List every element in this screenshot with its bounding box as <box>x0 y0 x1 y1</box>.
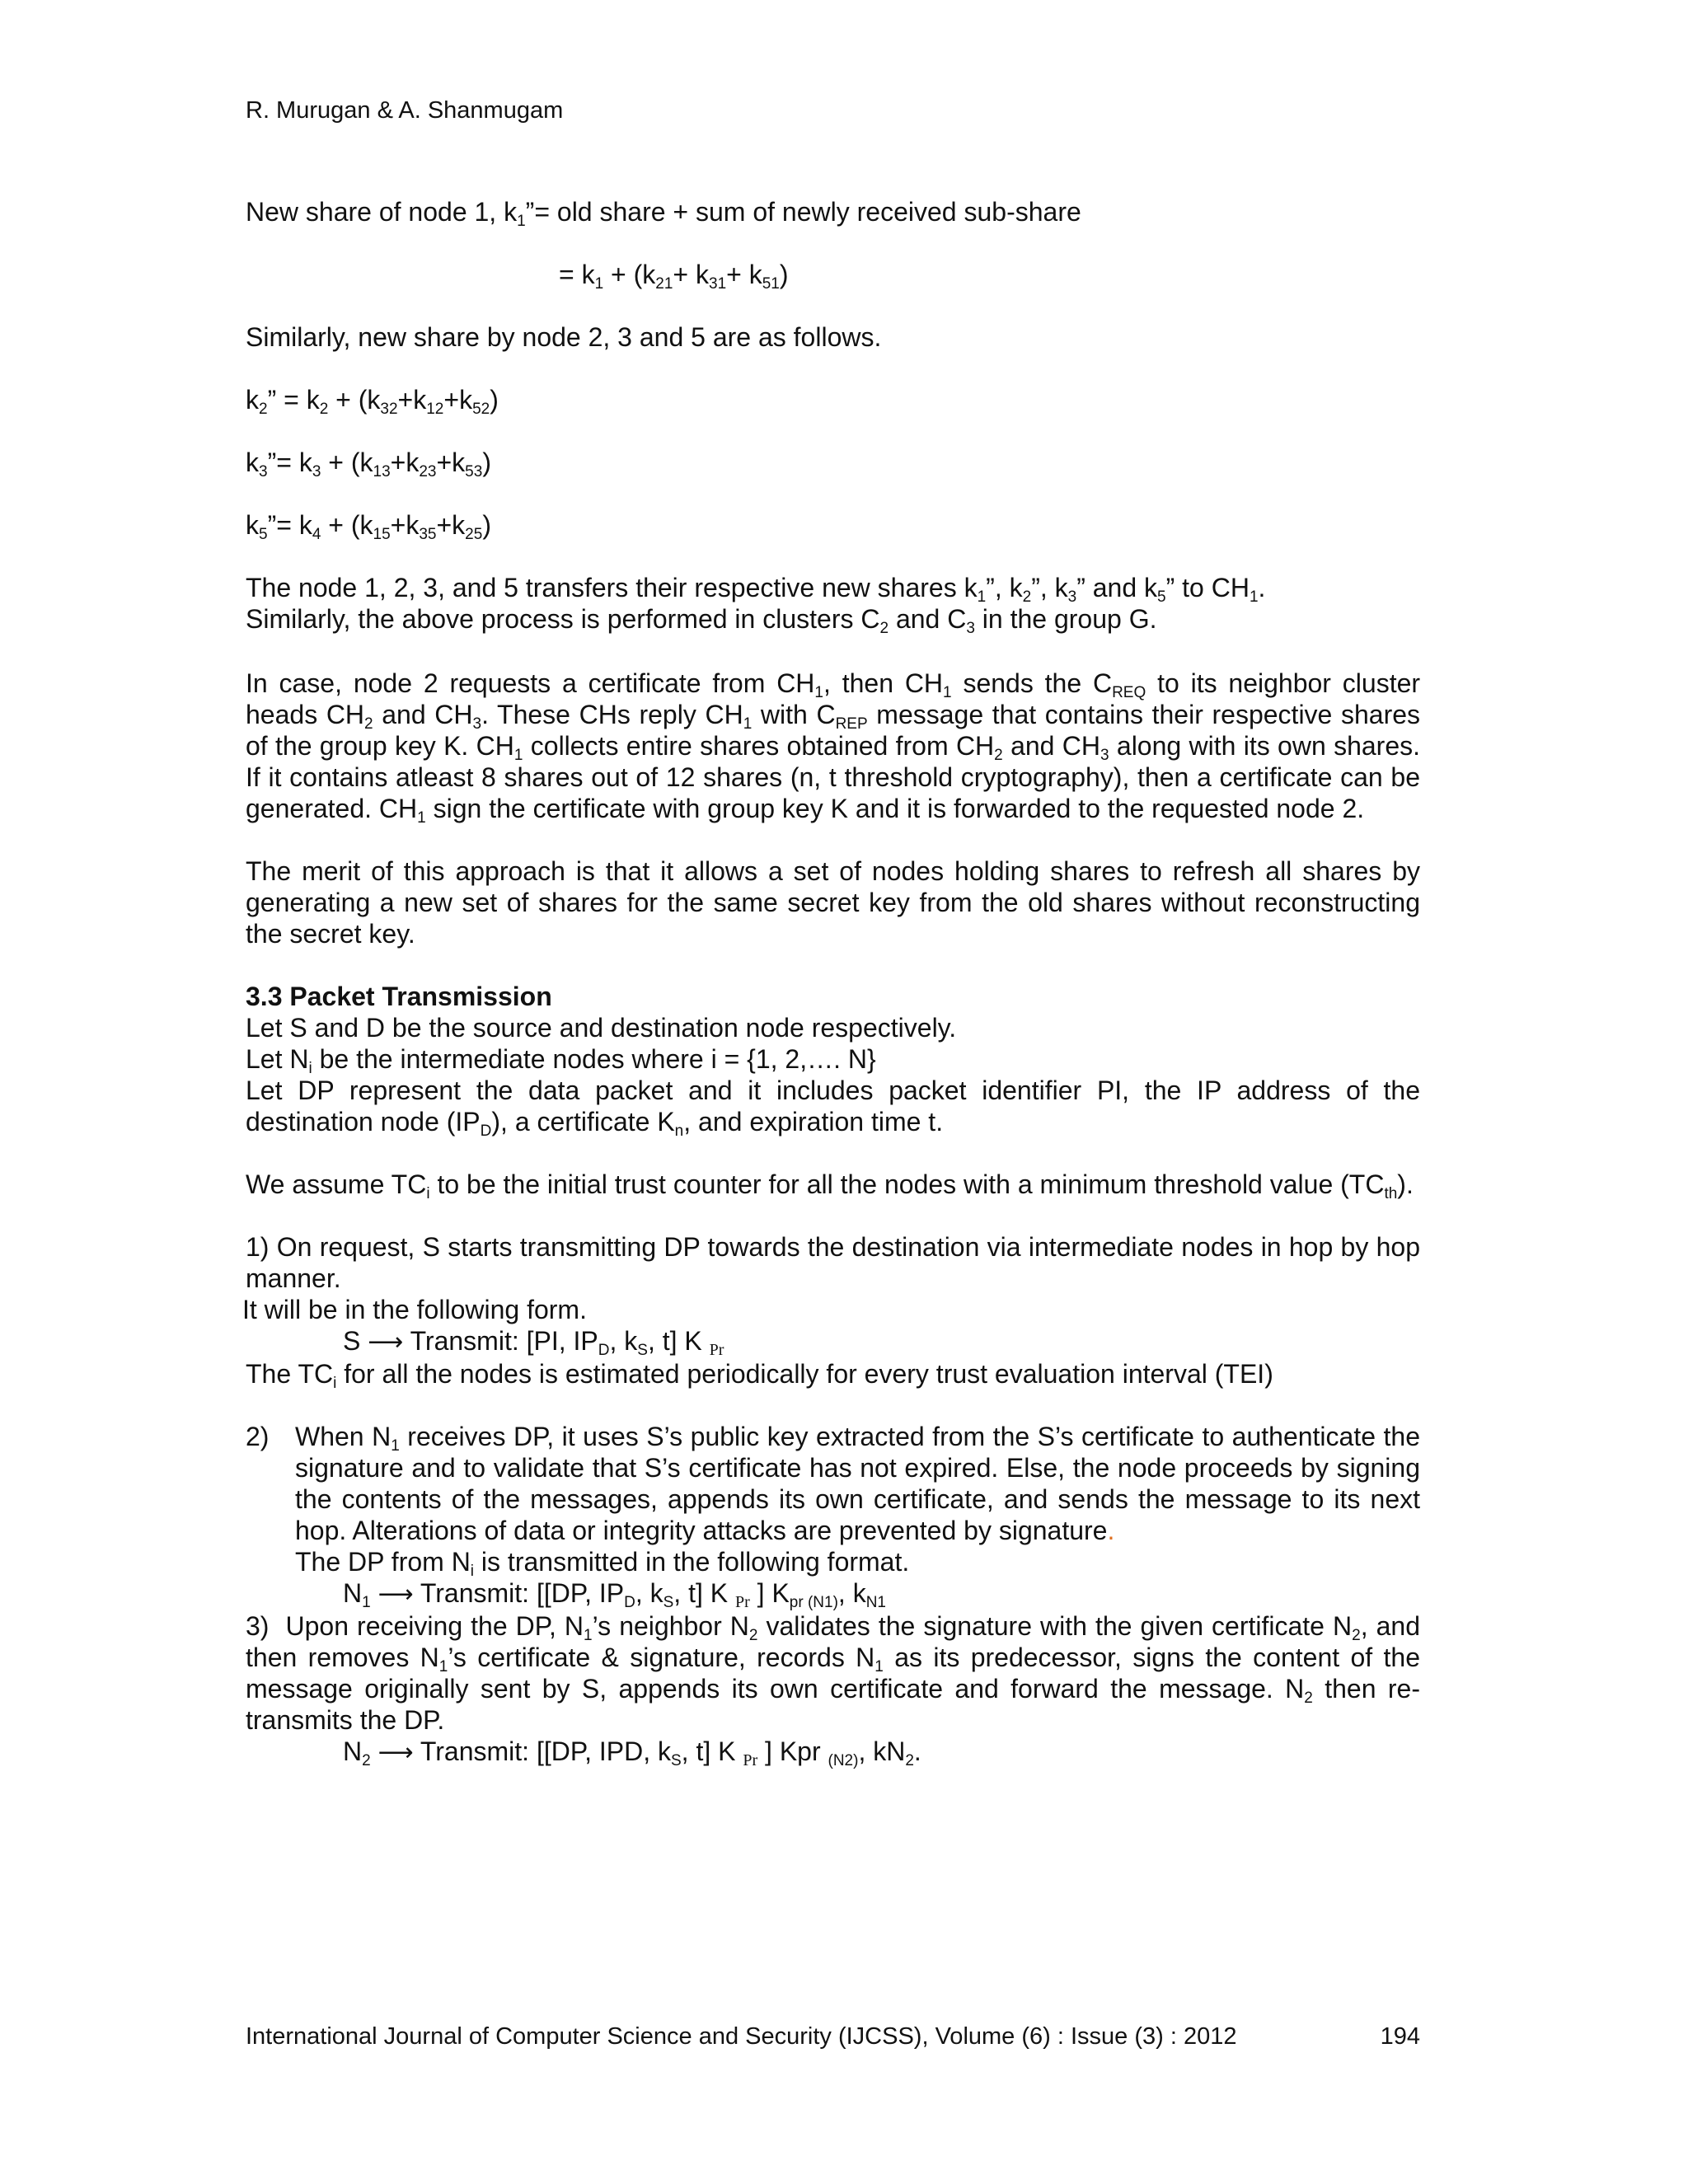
section-heading: 3.3 Packet Transmission <box>246 982 552 1011</box>
step1-paragraph: 1) On request, S starts transmitting DP towards the destination via intermediate nodes in hop by hop manner. <box>246 1232 1420 1293</box>
k5-equation: $k_5”= k_4 + (k_{15}+k_{35}+k_{25})$ <box>246 510 491 543</box>
k2-equation: $k_2$” = $k_2 + (k_{32}+k_{12}+k_{52})$ <box>246 385 499 418</box>
let-dp-paragraph: Let DP represent the data packet and it includes packet identifier PI, the IP address of the destination node $(IP_D)$, a certificate $K_n$, and expiration time t. <box>246 1076 1420 1140</box>
arrow-icon: ⟶ <box>368 1328 404 1357</box>
step2-number: 2) <box>246 1422 270 1451</box>
let-ni-line: Let $N_i$ be the intermediate nodes where i = {1, 2,…. N} <box>246 1044 876 1077</box>
arrow-icon: ⟶ <box>377 1738 414 1767</box>
step3-paragraph: 3) Upon receiving the DP, $N_1’s$ neighbor $N_2$ validates the signature with the given certificate $N_2$, and then removes $N_1’s$ certificate & signature, records $N_1$ as its predecessor, signs the content of the message originally sent by S, appends its own certificate and forward the message. $N_2$ then re-transmits the DP. <box>246 1611 1421 1735</box>
step2-item <box>246 1421 1421 1580</box>
sum-equation: = $k_1 + (k_{21}+ k_{31}+ k_{51})$ <box>559 260 789 293</box>
transmit-s-line: S ⟶ Transmit: [PI, $IP_D$, $k_S$, t] K $_{Pr}$ <box>343 1326 724 1359</box>
transmit-n1-line: $N_1$ ⟶ Transmit: [[DP, $IP_D$, $k_S$, t] K $_{Pr}$ ] $K_{pr (N1)}$, $k_{N1}$ <box>343 1578 886 1611</box>
request-paragraph: In case, node 2 requests a certificate from $CH_1$, then $CH_1$ sends the $C_{REQ}$ to its neighbor cluster heads $CH_2$ and $CH_3$. These CHs reply $CH_1$ with $C_{REP}$ message that contains their respective shares of the group key K. $CH_1$ collects entire shares obtained from $CH_2$ and $CH_3$ along with its own shares. If it contains atleast 8 shares out of 12 shares (n, t threshold cryptography), then a certificate can be generated. $CH_1$ sign the certificate with group key K and it is forwarded to the requested node 2. <box>246 668 1421 827</box>
let-s-d-line: Let S and D be the source and destination node respectively. <box>246 1013 957 1043</box>
arrow-icon: ⟶ <box>377 1580 414 1609</box>
transfer-paragraph-1: The node 1, 2, 3, and 5 transfers their respective new shares $k_1$”, $k_2$”, $k_3$” and $k_5$” to $CH_1$. <box>246 573 1266 606</box>
journal-citation: International Journal of Computer Science and Security (IJCSS), Volume (6) : Issue (3) : 2012 <box>246 2023 1237 2050</box>
tci-line: The $TC_i$ for all the nodes is estimated periodically for every trust evaluation interval (TEI) <box>246 1359 1273 1392</box>
merit-paragraph: The merit of this approach is that it allows a set of nodes holding shares to refresh all shares by generating a new set of shares for the same secret key from the old shares without reconstructing the secret key. <box>246 856 1420 949</box>
form-line: It will be in the following form. <box>242 1295 587 1324</box>
page-footer <box>246 2023 1420 2050</box>
running-header: R. Murugan & A. Shanmugam <box>246 97 564 124</box>
assume-paragraph: We assume $TC_i$ to be the initial trust counter for all the nodes with a minimum threshold value $(TC_{th})$. <box>246 1169 1414 1202</box>
transfer-paragraph-2: Similarly, the above process is performed in clusters $C_2$ and $C_3$ in the group G. <box>246 604 1157 637</box>
page-number: 194 <box>1380 2023 1420 2050</box>
similarly-line: Similarly, new share by node 2, 3 and 5 are as follows. <box>246 322 882 352</box>
k3-equation: $k_3”= k_3 + (k_{13}+k_{23}+k_{53})$ <box>246 448 491 480</box>
transmit-n2-line: $N_2$ ⟶ Transmit: [[DP, IPD, $k_S$, t] K $_{Pr}$ ] Kpr $_{(N2)}$, $kN_2$. <box>343 1736 921 1769</box>
page-body <box>242 196 1421 1769</box>
step2-text: When $N_1$ receives DP, it uses S’s public key extracted from the S’s certificate to authenticate the signature and to validate that S’s certificate has not expired. Else, the node proceeds by signing the contents of the messages, appends its own certificate, and sends the message to its next hop. Alterations of data or integrity attacks are prevented by signature. The DP from $N_i$ is transmitted in the following format. <box>295 1422 1421 1580</box>
new-share-line: New share of node 1, $k_1”=$ old share + sum of newly received sub-share <box>246 197 1081 230</box>
